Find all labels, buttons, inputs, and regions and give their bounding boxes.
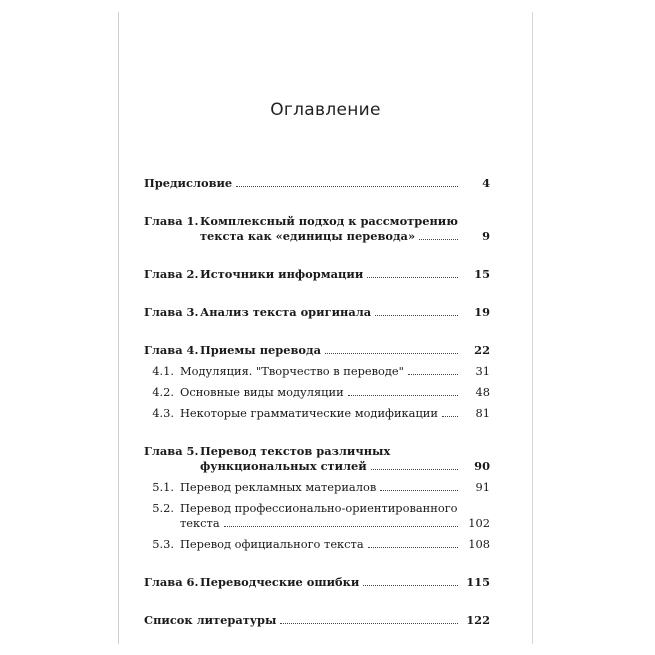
toc-entry-chapter-1[interactable] [144,214,490,244]
entry-title-line-1: Перевод профессионально-ориентированного [180,501,458,515]
toc-entry-chapter-3[interactable] [144,305,490,320]
dot-leader [375,315,458,316]
page-number: 48 [475,385,490,399]
toc-entry-chapter-4[interactable] [144,343,490,358]
dot-leader [236,186,458,187]
page-number: 19 [474,305,490,319]
toc-entry-section-4-3[interactable] [144,406,490,421]
entry-title-line-1: Комплексный подход к рассмотрению [200,214,458,228]
chapter-number: Глава 6. [144,575,199,589]
section-number: 5.3. [152,537,174,551]
toc-entry-section-4-2[interactable] [144,385,490,400]
entry-title-line-1: Перевод текстов различных [200,444,391,458]
entry-title: Основные виды модуляции [180,385,344,399]
page-number: 15 [474,267,490,281]
dot-leader [442,416,458,417]
dot-leader [348,395,458,396]
entry-title: Предисловие [144,176,233,190]
dot-leader [325,353,458,354]
entry-title-line-2: текста [180,516,220,530]
page-number: 102 [468,516,490,530]
toc-entry-bibliography[interactable] [144,613,490,628]
page-number: 122 [466,613,490,627]
entry-title: Переводческие ошибки [200,575,360,589]
toc-entry-section-5-2[interactable] [144,501,490,531]
entry-title-line-2: функциональных стилей [200,459,367,473]
entry-title: Модуляция. "Творчество в переводе" [180,364,404,378]
section-number: 4.2. [152,385,174,399]
toc-entry-section-4-1[interactable] [144,364,490,379]
page-number: 90 [474,459,490,473]
dot-leader [367,277,458,278]
entry-title: Некоторые грамматические модификации [180,406,438,420]
section-number: 5.2. [152,501,174,515]
entry-title: Источники информации [200,267,364,281]
page-number: 115 [466,575,490,589]
toc-entry-section-5-3[interactable] [144,537,490,552]
dot-leader [371,469,458,470]
dot-leader [419,239,458,240]
dot-leader [368,547,458,548]
page-number: 91 [475,480,490,494]
toc-entry-chapter-5[interactable] [144,444,490,474]
page-number: 108 [468,537,490,551]
page-number: 22 [474,343,490,357]
section-number: 4.3. [152,406,174,420]
dot-leader [280,623,458,624]
page-number: 9 [482,229,490,243]
page-number: 31 [475,364,490,378]
toc-entry-section-5-1[interactable] [144,480,490,495]
toc-entry-chapter-6[interactable] [144,575,490,590]
entry-title: Перевод официального текста [180,537,364,551]
dot-leader [380,490,458,491]
dot-leader [224,526,458,527]
entry-title: Приемы перевода [200,343,321,357]
section-number: 4.1. [152,364,174,378]
chapter-number: Глава 1. [144,214,199,228]
dot-leader [363,585,458,586]
page-number: 4 [482,176,490,190]
page-title: Оглавление [270,100,381,120]
toc-entry-chapter-2[interactable] [144,267,490,282]
entry-title: Перевод рекламных материалов [180,480,377,494]
chapter-number: Глава 5. [144,444,199,458]
chapter-number: Глава 2. [144,267,199,281]
chapter-number: Глава 3. [144,305,199,319]
toc-entry-preface[interactable] [144,176,490,191]
entry-title: Список литературы [144,613,277,627]
page-number: 81 [475,406,490,420]
entry-title-line-2: текста как «единицы перевода» [200,229,416,243]
dot-leader [408,374,458,375]
entry-title: Анализ текста оригинала [200,305,372,319]
section-number: 5.1. [152,480,174,494]
chapter-number: Глава 4. [144,343,199,357]
table-of-contents [144,176,490,628]
